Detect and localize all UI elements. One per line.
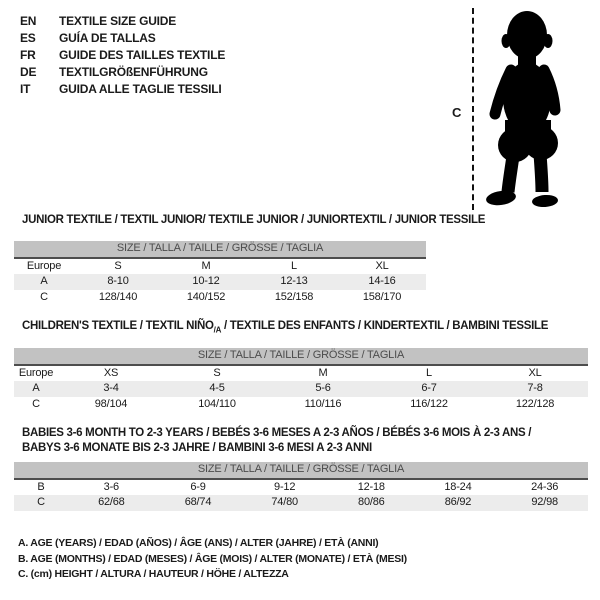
height-cell: 62/68	[68, 495, 155, 511]
size-band-row	[14, 241, 426, 258]
title-line: BABYS 3-6 MONATE BIS 2-3 JAHRE / BAMBINI 3-6 MESI A 2-3 ANNI	[22, 442, 372, 454]
size-cell: XL	[528, 366, 542, 379]
size-band-label: SIZE / TALLA / TAILLE / GRÖSSE / TAGLIA	[14, 462, 588, 479]
babies-textile-section	[14, 426, 588, 511]
height-cell: 110/116	[304, 397, 342, 410]
height-cell: 86/92	[415, 495, 502, 511]
height-cell: 104/110	[198, 397, 236, 410]
height-cell: 122/128	[515, 397, 555, 410]
height-cell: 152/158	[274, 290, 314, 303]
language-code: ES	[20, 31, 36, 45]
height-measure-dashed-line	[472, 8, 474, 210]
age-cell: 9-12	[274, 480, 296, 493]
language-code: DE	[20, 65, 37, 79]
age-cell: 5-6	[270, 381, 376, 397]
age-cell: 7-8	[482, 381, 588, 397]
size-band-row	[14, 462, 588, 479]
row-label: C	[32, 397, 40, 410]
legend-footnotes	[18, 536, 407, 583]
language-code: EN	[20, 14, 37, 28]
junior-textile-section	[14, 214, 486, 305]
size-cell: XL	[375, 259, 389, 272]
title-text: CHILDREN'S TEXTILE / TEXTIL NIÑO	[22, 320, 214, 332]
height-cell: 116/122	[410, 397, 448, 410]
size-band-row	[14, 348, 588, 365]
height-cell: 92/98	[501, 495, 588, 511]
children-size-table	[14, 348, 588, 412]
language-row	[20, 64, 225, 81]
title-subscript: /A	[213, 325, 222, 335]
row-label: A	[14, 274, 74, 290]
row-label: A	[14, 381, 58, 397]
age-cell: 12-13	[250, 274, 338, 290]
language-title: TEXTILE SIZE GUIDE	[59, 14, 177, 28]
children-table-title	[22, 320, 588, 336]
height-cell: 74/80	[241, 495, 328, 511]
row-label: C	[40, 290, 48, 303]
row-label: B	[37, 480, 45, 493]
table-row	[14, 495, 588, 511]
footnote-age-years: A. AGE (YEARS) / EDAD (AÑOS) / ÂGE (ANS) / ALTER (JAHRE) / ETÀ (ANNI)	[18, 537, 379, 549]
size-cell: S	[213, 366, 221, 379]
row-label: C	[14, 495, 68, 511]
language-row	[20, 81, 225, 98]
language-code: FR	[20, 48, 36, 62]
language-row	[20, 30, 225, 47]
junior-table-title: JUNIOR TEXTILE / TEXTIL JUNIOR/ TEXTILE JUNIOR / JUNIORTEXTIL / JUNIOR TESSILE	[22, 214, 486, 226]
table-row	[14, 381, 588, 397]
age-cell: 6-7	[376, 381, 482, 397]
language-row	[20, 13, 225, 30]
footnote-age-months: B. AGE (MONTHS) / EDAD (MESES) / ÂGE (MOIS) / ALTER (MONATE) / ETÀ (MESI)	[18, 552, 407, 565]
table-row	[14, 479, 588, 496]
height-cell: 128/140	[98, 290, 138, 303]
table-row	[14, 290, 426, 306]
size-cell: L	[426, 366, 432, 379]
age-cell: 4-5	[164, 381, 270, 397]
age-cell: 12-18	[357, 480, 385, 493]
babies-table-title	[22, 426, 588, 456]
junior-size-table	[14, 241, 426, 305]
language-code: IT	[20, 82, 31, 96]
age-cell: 18-24	[444, 480, 472, 493]
table-row	[14, 365, 588, 382]
title-text: / TEXTILE DES ENFANTS / KINDERTEXTIL / BAMBINI TESSILE	[221, 320, 549, 332]
size-cell: M	[201, 259, 211, 272]
babies-size-table	[14, 462, 588, 511]
size-cell: L	[291, 259, 297, 272]
age-cell: 3-4	[58, 381, 164, 397]
row-label: Europe	[26, 259, 62, 272]
height-cell: 80/86	[328, 495, 415, 511]
baby-silhouette-icon	[478, 6, 578, 210]
height-cell: 98/104	[94, 397, 128, 410]
row-label: Europe	[18, 366, 54, 379]
size-band-label: SIZE / TALLA / TAILLE / GRÖSSE / TAGLIA	[14, 241, 426, 258]
table-row	[14, 274, 426, 290]
height-cell: 158/170	[362, 290, 402, 303]
size-band-label: SIZE / TALLA / TAILLE / GRÖSSE / TAGLIA	[14, 348, 588, 365]
language-title: GUÍA DE TALLAS	[59, 31, 156, 45]
age-cell: 24-36	[531, 480, 559, 493]
age-cell: 3-6	[103, 480, 119, 493]
language-title: GUIDE DES TAILLES TEXTILE	[59, 48, 226, 62]
table-row	[14, 258, 426, 275]
language-title: GUIDA ALLE TAGLIE TESSILI	[59, 82, 222, 96]
size-cell: XS	[103, 366, 119, 379]
age-cell: 10-12	[162, 274, 250, 290]
height-cell: 140/152	[186, 290, 226, 303]
language-title-list	[20, 13, 225, 98]
table-row	[14, 397, 588, 413]
age-cell: 14-16	[338, 274, 426, 290]
title-line: BABIES 3-6 MONTH TO 2-3 YEARS / BEBÉS 3-6 MESES A 2-3 AÑOS / BÉBÉS 3-6 MOIS À 2-3 ANS /	[22, 427, 532, 439]
footnote-height-cm: C. (cm) HEIGHT / ALTURA / HAUTEUR / HÖHE / ALTEZZA	[18, 568, 289, 580]
size-cell: S	[114, 259, 122, 272]
height-measure-label: C	[452, 105, 462, 120]
age-cell: 8-10	[74, 274, 162, 290]
language-row	[20, 47, 225, 64]
size-cell: M	[318, 366, 328, 379]
age-cell: 6-9	[190, 480, 206, 493]
language-title: TEXTILGRÖßENFÜHRUNG	[59, 65, 208, 79]
height-cell: 68/74	[155, 495, 242, 511]
children-textile-section	[14, 320, 588, 412]
